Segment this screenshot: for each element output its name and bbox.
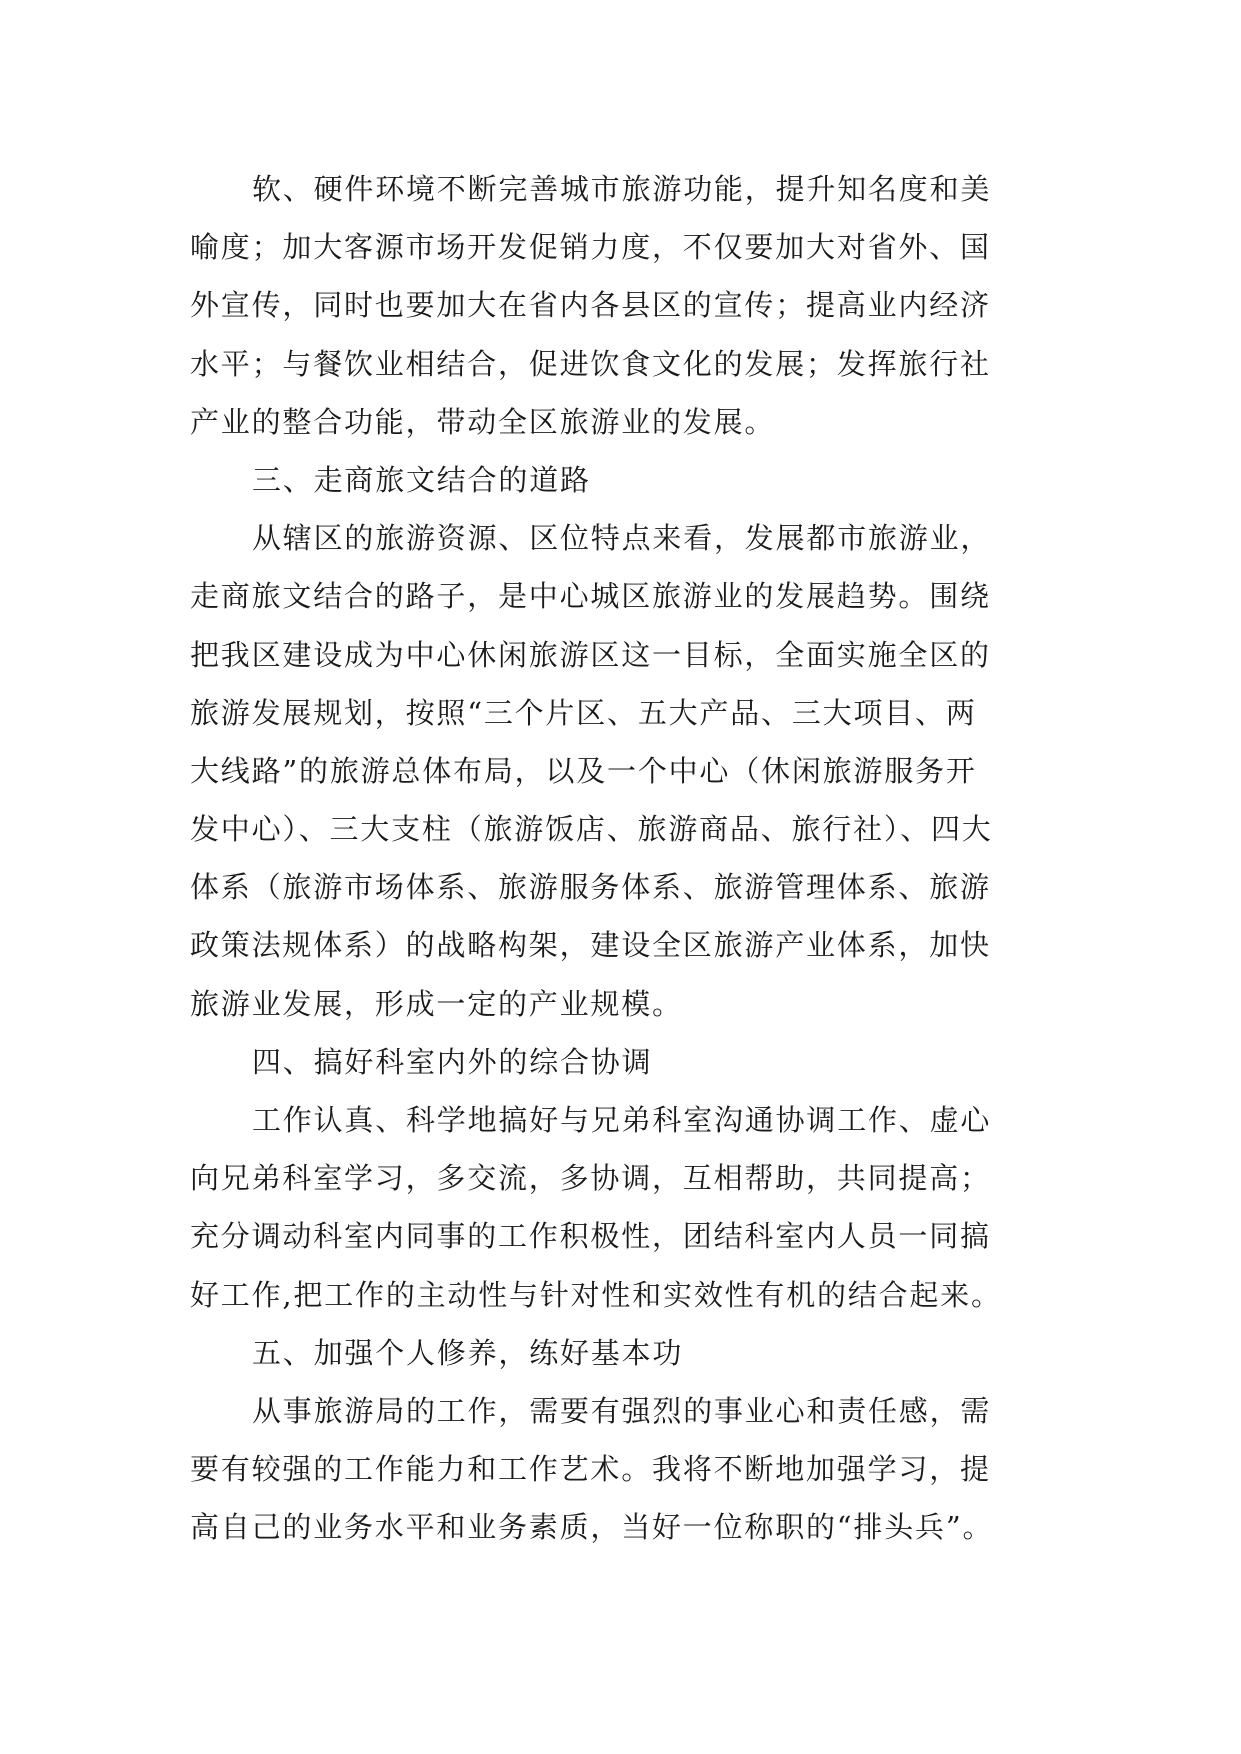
text-line: 产业的整合功能，带动全区旅游业的发展。 [190, 404, 776, 439]
text-line: 要有较强的工作能力和工作艺术。我将不断地加强学习，提 [190, 1452, 991, 1487]
text-line: 大线路”的旅游总体布局，以及一个中心（休闲旅游服务开 [190, 753, 977, 788]
text-line: 好工作,把工作的主动性与针对性和实效性有机的结合起来。 [190, 1277, 1002, 1312]
text-line: 三、走商旅文结合的道路 [252, 462, 591, 497]
text-line: 工作认真、科学地搞好与兄弟科室沟通协调工作、虚心 [252, 1103, 992, 1137]
text-line: 高自己的业务水平和业务素质，当好一位称职的“排头兵”。 [190, 1510, 994, 1545]
text-line: 五、加强个人修养，练好基本功 [252, 1335, 684, 1370]
text-line: 把我区建设成为中心休闲旅游区这一目标，全面实施全区的 [190, 637, 991, 672]
text-line: 四、搞好科室内外的综合协调 [252, 1044, 653, 1079]
text-line: 喻度；加大客源市场开发促销力度，不仅要加大对省外、国 [190, 230, 991, 265]
text-line: 发中心）、三大支柱（旅游饭店、旅游商品、旅行社）、四大 [190, 812, 993, 847]
text-line: 旅游发展规划，按照“三个片区、五大产品、三大项目、两 [190, 695, 977, 730]
text-line: 水平；与餐饮业相结合，促进饮食文化的发展；发挥旅行社 [190, 346, 991, 381]
text-line: 体系（旅游市场体系、旅游服务体系、旅游管理体系、旅游 [190, 870, 991, 905]
text-line: 从辖区的旅游资源、区位特点来看，发展都市旅游业， [252, 521, 992, 556]
text-line: 旅游业发展，形成一定的产业规模。 [190, 986, 683, 1021]
text-line: 外宣传，同时也要加大在省内各县区的宣传；提高业内经济 [190, 288, 991, 323]
text-line: 充分调动科室内同事的工作积极性，团结科室内人员一同搞 [190, 1219, 991, 1254]
text-line: 走商旅文结合的路子，是中心城区旅游业的发展趋势。围绕 [190, 579, 991, 614]
text-line: 政策法规体系）的战略构架，建设全区旅游产业体系，加快 [190, 928, 991, 963]
document-body [190, 160, 1060, 1557]
text-line: 从事旅游局的工作，需要有强烈的事业心和责任感，需 [252, 1393, 992, 1428]
text-line: 向兄弟科室学习，多交流，多协调，互相帮助，共同提高； [190, 1161, 991, 1196]
text-line: 软、硬件环境不断完善城市旅游功能，提升知名度和美 [252, 172, 992, 206]
